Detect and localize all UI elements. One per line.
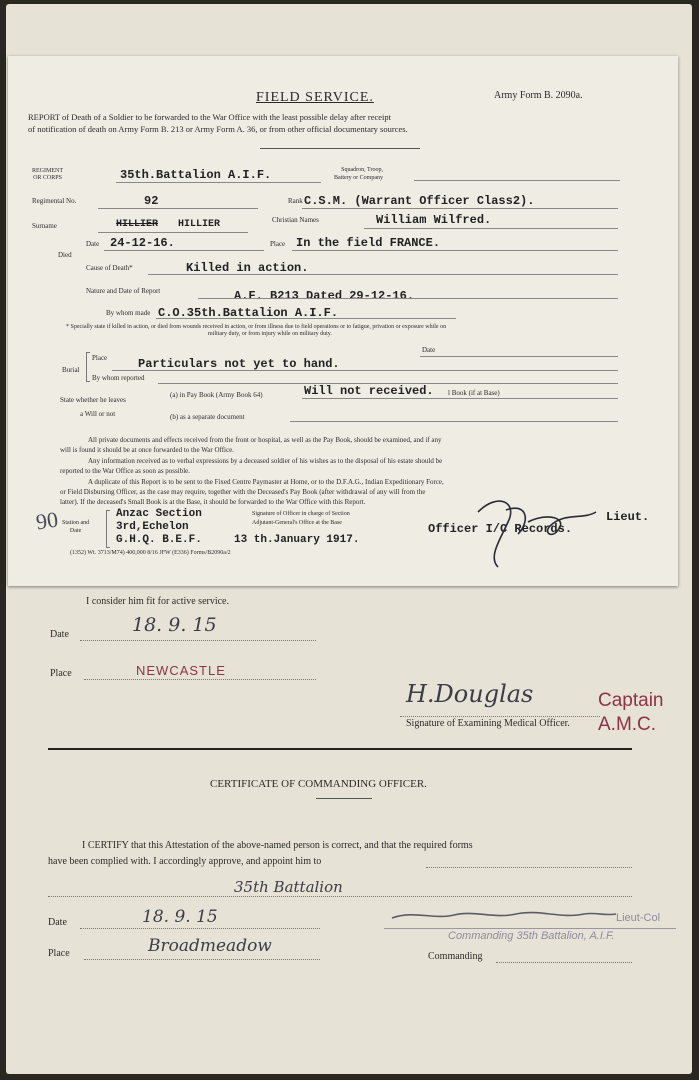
intro-line-1: REPORT of Death of a Soldier to be forwarded to the War Office with the least possible delay after receipt [28, 112, 392, 122]
medical-place-label: Place [50, 668, 72, 679]
officer-title: Officer I/C Records. [428, 522, 573, 536]
medical-stamp-captain: Captain [598, 690, 664, 711]
medical-stamp-amc: A.M.C. [598, 714, 657, 735]
burial-label: Burial [62, 366, 80, 374]
para-1a: All private documents and effects received from the front or hospital, as well as the Pay Book, should be examined, and if any [88, 436, 442, 444]
sig-label-1: Signature of Officer in charge of Section [252, 511, 350, 517]
station-line-1: Anzac Section [116, 508, 202, 520]
nature-label: Nature and Date of Report [86, 287, 161, 295]
regiment-label: REGIMENT OR CORPS [32, 168, 63, 181]
will-option-a-tail: l Book (if at Base) [448, 389, 500, 397]
cause-value: Killed in action. [186, 261, 309, 275]
para-3c: latter). If the deceased's Small Book is at the Base, it should be forwarded to the War Office with this Report. [60, 498, 366, 506]
died-place-label: Place [270, 240, 286, 248]
burial-place-label: Place [92, 354, 108, 362]
title-rule [260, 148, 420, 149]
lieut-label: Lieut. [606, 510, 650, 524]
station-line-2: 3rd,Echelon [116, 521, 189, 533]
certificate-date-label: Date [48, 917, 67, 928]
will-label-2: a Will or not [80, 410, 116, 418]
died-place-value: In the field FRANCE. [296, 236, 441, 250]
para-2a: Any information received as to verbal expressions by a deceased soldier of his wishes as to the disposal of his estate should be [88, 457, 443, 465]
surname-label: Surname [32, 222, 57, 230]
section-divider [48, 748, 632, 750]
burial-reported-label: By whom reported [92, 374, 145, 382]
footnote-line-2: military duty, or from injury while on military duty. [208, 331, 332, 337]
footnote-line-1: * Specially state if killed in action, or died from wounds received in action, or from illness due to field operations or to fatigue, privation or exposure while on [66, 324, 447, 330]
print-line: (1352) Wt. 3713/M74) 400,000 8/16 JFW (E336) Forms/B2090a/2 [70, 550, 231, 556]
certificate-place-value: Broadmeadow [148, 936, 272, 956]
commanding-label: Commanding [428, 951, 483, 962]
burial-place-value: Particulars not yet to hand. [138, 357, 340, 371]
died-date-label: Date [86, 240, 100, 248]
commanding-stamp-rank: Lieut-Col [616, 912, 661, 924]
commanding-signature [384, 906, 620, 926]
cause-label: Cause of Death* [86, 264, 133, 272]
form-number: Army Form B. 2090a. [494, 90, 583, 101]
rank-label: Rank [288, 197, 303, 205]
medical-date-value: 18. 9. 15 [132, 614, 217, 636]
death-report-slip [8, 56, 678, 586]
surname-value: HILLIER [178, 219, 221, 230]
regiment-value: 35th.Battalion A.I.F. [120, 168, 272, 182]
sig-label-2: Adjutant-General's Office at the Base [252, 520, 342, 526]
medical-sig-label: Signature of Examining Medical Officer. [406, 718, 570, 729]
surname-struck: HILLIER [116, 219, 159, 230]
medical-signature: H.Douglas [406, 680, 534, 708]
nature-value: A.F. B213 Dated 29-12-16. [234, 289, 415, 303]
station-label: Station and Date [62, 520, 90, 534]
para-3b: or Field Disbursing Officer, as the case may require, together with the Deceased's Pay Book (after withdrawal of any will from the [60, 488, 426, 496]
certificate-date-value: 18. 9. 15 [142, 907, 218, 927]
medical-consider: I consider him fit for active service. [86, 596, 229, 607]
burial-date-label: Date [422, 346, 436, 354]
certificate-line-1: I CERTIFY that this Attestation of the above-named person is correct, and that the required forms [82, 840, 473, 851]
will-label-1: State whether he leaves [60, 396, 126, 404]
certificate-line-2: have been complied with. I accordingly approve, and appoint him to [48, 856, 322, 867]
by-whom-label: By whom made [106, 309, 151, 317]
by-whom-value: C.O.35th.Battalion A.I.F. [158, 306, 339, 320]
regimental-no-label: Regimental No. [32, 197, 77, 205]
para-3a: A duplicate of this Report is to be sent to the Fixed Centre Paymaster at Home, or to the D.F.A.G., Indian Expeditionary Force, [88, 478, 444, 486]
christian-names-value: William Wilfred. [376, 213, 492, 227]
medical-date-label: Date [50, 629, 69, 640]
station-line-3: G.H.Q. B.E.F. [116, 534, 202, 546]
certificate-place-label: Place [48, 948, 70, 959]
station-date: 13 th.January 1917. [234, 534, 360, 546]
para-1b: will is found it should be at once forwarded to the War Office. [60, 446, 234, 454]
died-label: Died [58, 251, 72, 259]
regimental-no-value: 92 [144, 194, 159, 208]
certificate-title: CERTIFICATE OF COMMANDING OFFICER. [210, 778, 427, 790]
para-2b: reported to the War Office as soon as possible. [60, 467, 191, 475]
form-title: FIELD SERVICE. [256, 90, 374, 105]
will-option-b: (b) as a separate document [170, 413, 245, 421]
commanding-stamp-unit: Commanding 35th Battalion, A.I.F. [448, 930, 615, 942]
rank-value: C.S.M. (Warrant Officer Class2). [304, 194, 535, 208]
intro-line-2: of notification of death on Army Form B. 213 or Army Form A. 36, or from other official documentary sources. [28, 124, 408, 134]
certificate-appointed: 35th Battalion [234, 878, 343, 896]
christian-names-label: Christian Names [272, 216, 319, 224]
margin-mark: 90 [34, 506, 60, 535]
officer-signature [458, 482, 608, 572]
will-option-a: (a) in Pay Book (Army Book 64) [170, 391, 263, 399]
will-value: Will not received. [304, 384, 434, 398]
died-date-value: 24-12-16. [110, 236, 175, 250]
medical-place-value: NEWCASTLE [136, 663, 226, 678]
squadron-label: Squadron, Troop, Battery or Company [334, 167, 383, 181]
